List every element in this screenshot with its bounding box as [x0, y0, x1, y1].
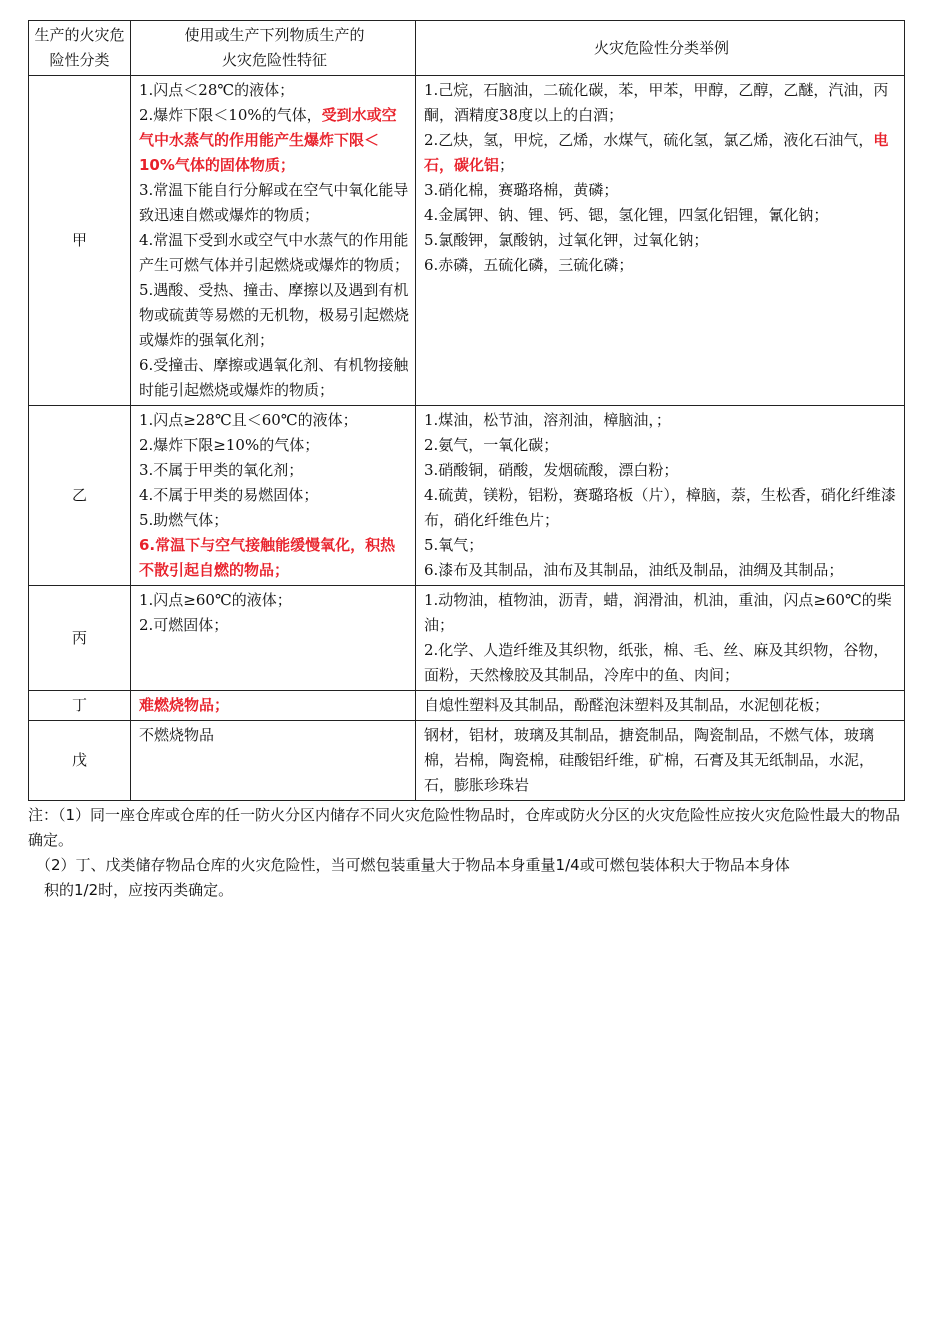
feature-item-text: 5.遇酸、受热、撞击、摩擦以及遇到有机物或硫黄等易燃的无机物，极易引起燃烧或爆炸的强氧化剂；: [139, 281, 410, 349]
table-notes: [28, 803, 904, 903]
table-row: [29, 721, 905, 801]
note-2-line2: 积的1/2时，应按丙类确定。: [44, 881, 234, 899]
example-item: [424, 253, 899, 278]
hazard-features-cell: [131, 721, 416, 801]
example-item: [424, 408, 899, 433]
hazard-category: 戊: [71, 751, 87, 769]
hazard-features-cell: [131, 76, 416, 406]
example-item-text: 自熄性塑料及其制品，酚醛泡沫塑料及其制品，水泥刨花板；: [424, 696, 830, 714]
example-item-text: 4.硫黄，镁粉，铝粉，赛璐珞板（片），樟脑，萘，生松香，硝化纤维漆布，硝化纤维色片；: [424, 486, 896, 529]
example-item: [424, 203, 899, 228]
example-item: [424, 693, 899, 718]
example-item: [424, 723, 899, 798]
feature-item-text: 1.闪点≥60℃的液体；: [139, 591, 292, 609]
feature-item-highlight: 难燃烧物品；: [139, 696, 230, 714]
document-page: [28, 20, 904, 903]
feature-item-text: 2.可燃固体；: [139, 616, 229, 634]
hazard-features-cell: [131, 406, 416, 586]
table-row: [29, 691, 905, 721]
feature-item: [139, 103, 410, 178]
feature-item-text: 2.爆炸下限＜10%的气体，: [139, 106, 322, 124]
feature-item-highlight: 受到水或空气中水蒸气的作用能产生爆炸下限＜10%气体的固体物质；: [139, 106, 397, 174]
feature-item: [139, 458, 410, 483]
header-features: [131, 21, 416, 76]
table-row: [29, 406, 905, 586]
example-item-text: 钢材，铝材，玻璃及其制品，搪瓷制品，陶瓷制品，不燃气体，玻璃棉，岩棉，陶瓷棉，硅酸铝纤维，矿棉，石膏及其无纸制品，水泥，石，膨胀珍珠岩: [424, 726, 875, 794]
header-features-line1: 使用或生产下列物质生产的: [184, 26, 365, 44]
fire-hazard-table: [28, 20, 905, 801]
example-item-text: 4.金属钾、钠、锂、钙、锶，氢化锂，四氢化铝锂，氰化钠；: [424, 206, 829, 224]
example-item-text: 2.化学、人造纤维及其织物，纸张，棉、毛、丝、麻及其织物，谷物，面粉，天然橡胶及其制品，冷库中的鱼、肉间；: [424, 641, 889, 684]
feature-item: [139, 408, 410, 433]
feature-item: [139, 228, 410, 278]
example-item-text: 1.动物油，植物油，沥青，蜡，润滑油，机油，重油，闪点≥60℃的柴油；: [424, 591, 892, 634]
hazard-examples-cell: [416, 691, 905, 721]
example-item: [424, 483, 899, 533]
header-category: [29, 21, 131, 76]
feature-item-text: 2.爆炸下限≥10%的气体；: [139, 436, 320, 454]
hazard-category-cell: [29, 721, 131, 801]
hazard-category-cell: [29, 691, 131, 721]
table-header-row: [29, 21, 905, 76]
hazard-category: 丁: [71, 696, 87, 714]
feature-item-text: 1.闪点＜28℃的液体；: [139, 81, 295, 99]
example-item-text: 6.赤磷，五硫化磷，三硫化磷；: [424, 256, 634, 274]
note-2: [28, 853, 904, 903]
header-features-line2: 火灾危险性特征: [221, 51, 327, 69]
hazard-features-cell: [131, 691, 416, 721]
hazard-category: 甲: [71, 231, 87, 249]
example-item: [424, 433, 899, 458]
hazard-examples-cell: [416, 406, 905, 586]
example-item: [424, 78, 899, 128]
feature-item-text: 4.不属于甲类的易燃固体；: [139, 486, 319, 504]
feature-item: [139, 178, 410, 228]
header-category-text: 生产的火灾危险性分类: [34, 26, 125, 69]
table-row: [29, 586, 905, 691]
feature-item: [139, 78, 410, 103]
feature-item-text: 6.受撞击、摩擦或遇氧化剂、有机物接触时能引起燃烧或爆炸的物质；: [139, 356, 409, 399]
header-examples: [416, 21, 905, 76]
feature-item-highlight: 6.常温下与空气接触能缓慢氧化，积热不散引起自燃的物品；: [139, 536, 396, 579]
hazard-category-cell: [29, 406, 131, 586]
feature-item-text: 5.助燃气体；: [139, 511, 229, 529]
example-item-text: 2.氨气，一氧化碳；: [424, 436, 559, 454]
feature-item-text: 1.闪点≥28℃且＜60℃的液体；: [139, 411, 358, 429]
example-item-text: 5.氯酸钾，氯酸钠，过氧化钾，过氧化钠；: [424, 231, 709, 249]
feature-item-text: 3.常温下能自行分解或在空气中氧化能导致迅速自燃或爆炸的物质；: [139, 181, 409, 224]
example-item-text: 6.漆布及其制品，油布及其制品，油纸及制品，油绸及其制品；: [424, 561, 844, 579]
feature-item: [139, 433, 410, 458]
hazard-category-cell: [29, 586, 131, 691]
example-item-text: 2.乙炔，氢，甲烷，乙烯，水煤气，硫化氢，氯乙烯，液化石油气，: [424, 131, 874, 149]
hazard-examples-cell: [416, 586, 905, 691]
feature-item: [139, 508, 410, 533]
example-item-text: 3.硝化棉，赛璐珞棉，黄磷；: [424, 181, 619, 199]
example-item-highlight: 电石，碳化铝: [424, 131, 889, 174]
feature-item: [139, 533, 410, 583]
example-item: [424, 178, 899, 203]
example-item: [424, 533, 899, 558]
note-2-line1: （2）丁、戊类储存物品仓库的火灾危险性，当可燃包装重量大于物品本身重量1/4或可燃包装体积大于物品本身体: [36, 856, 790, 874]
feature-item: [139, 693, 410, 718]
feature-item: [139, 613, 410, 638]
hazard-examples-cell: [416, 76, 905, 406]
hazard-category: 乙: [71, 486, 87, 504]
example-item: [424, 128, 899, 178]
hazard-category-cell: [29, 76, 131, 406]
feature-item: [139, 483, 410, 508]
feature-item: [139, 353, 410, 403]
example-item: [424, 228, 899, 253]
feature-item: [139, 723, 410, 748]
header-examples-text: 火灾危险性分类举例: [593, 38, 729, 57]
feature-item: [139, 588, 410, 613]
example-item-tail: ；: [499, 156, 515, 174]
hazard-category: 丙: [71, 628, 87, 647]
feature-item-text: 不燃烧物品: [139, 726, 215, 744]
example-item: [424, 458, 899, 483]
feature-item-text: 4.常温下受到水或空气中水蒸气的作用能产生可燃气体并引起燃烧或爆炸的物质；: [139, 231, 410, 274]
hazard-features-cell: [131, 586, 416, 691]
feature-item-text: 3.不属于甲类的氧化剂；: [139, 461, 304, 479]
example-item: [424, 558, 899, 583]
hazard-examples-cell: [416, 721, 905, 801]
example-item-text: 3.硝酸铜，硝酸，发烟硫酸，漂白粉；: [424, 461, 679, 479]
example-item-text: 5.氧气；: [424, 536, 484, 554]
table-row: [29, 76, 905, 406]
example-item-text: 1.煤油，松节油，溶剂油，樟脑油，；: [424, 411, 671, 429]
example-item: [424, 638, 899, 688]
note-1: 注：（1）同一座仓库或仓库的任一防火分区内储存不同火灾危险性物品时，仓库或防火分区的火灾危险性应按火灾危险性最大的物品确定。: [28, 806, 901, 849]
feature-item: [139, 278, 410, 353]
example-item-text: 1.己烷，石脑油，二硫化碳，苯，甲苯，甲醇，乙醇，乙醚，汽油，丙酮，酒精度38度以上的白酒；: [424, 81, 889, 124]
example-item: [424, 588, 899, 638]
